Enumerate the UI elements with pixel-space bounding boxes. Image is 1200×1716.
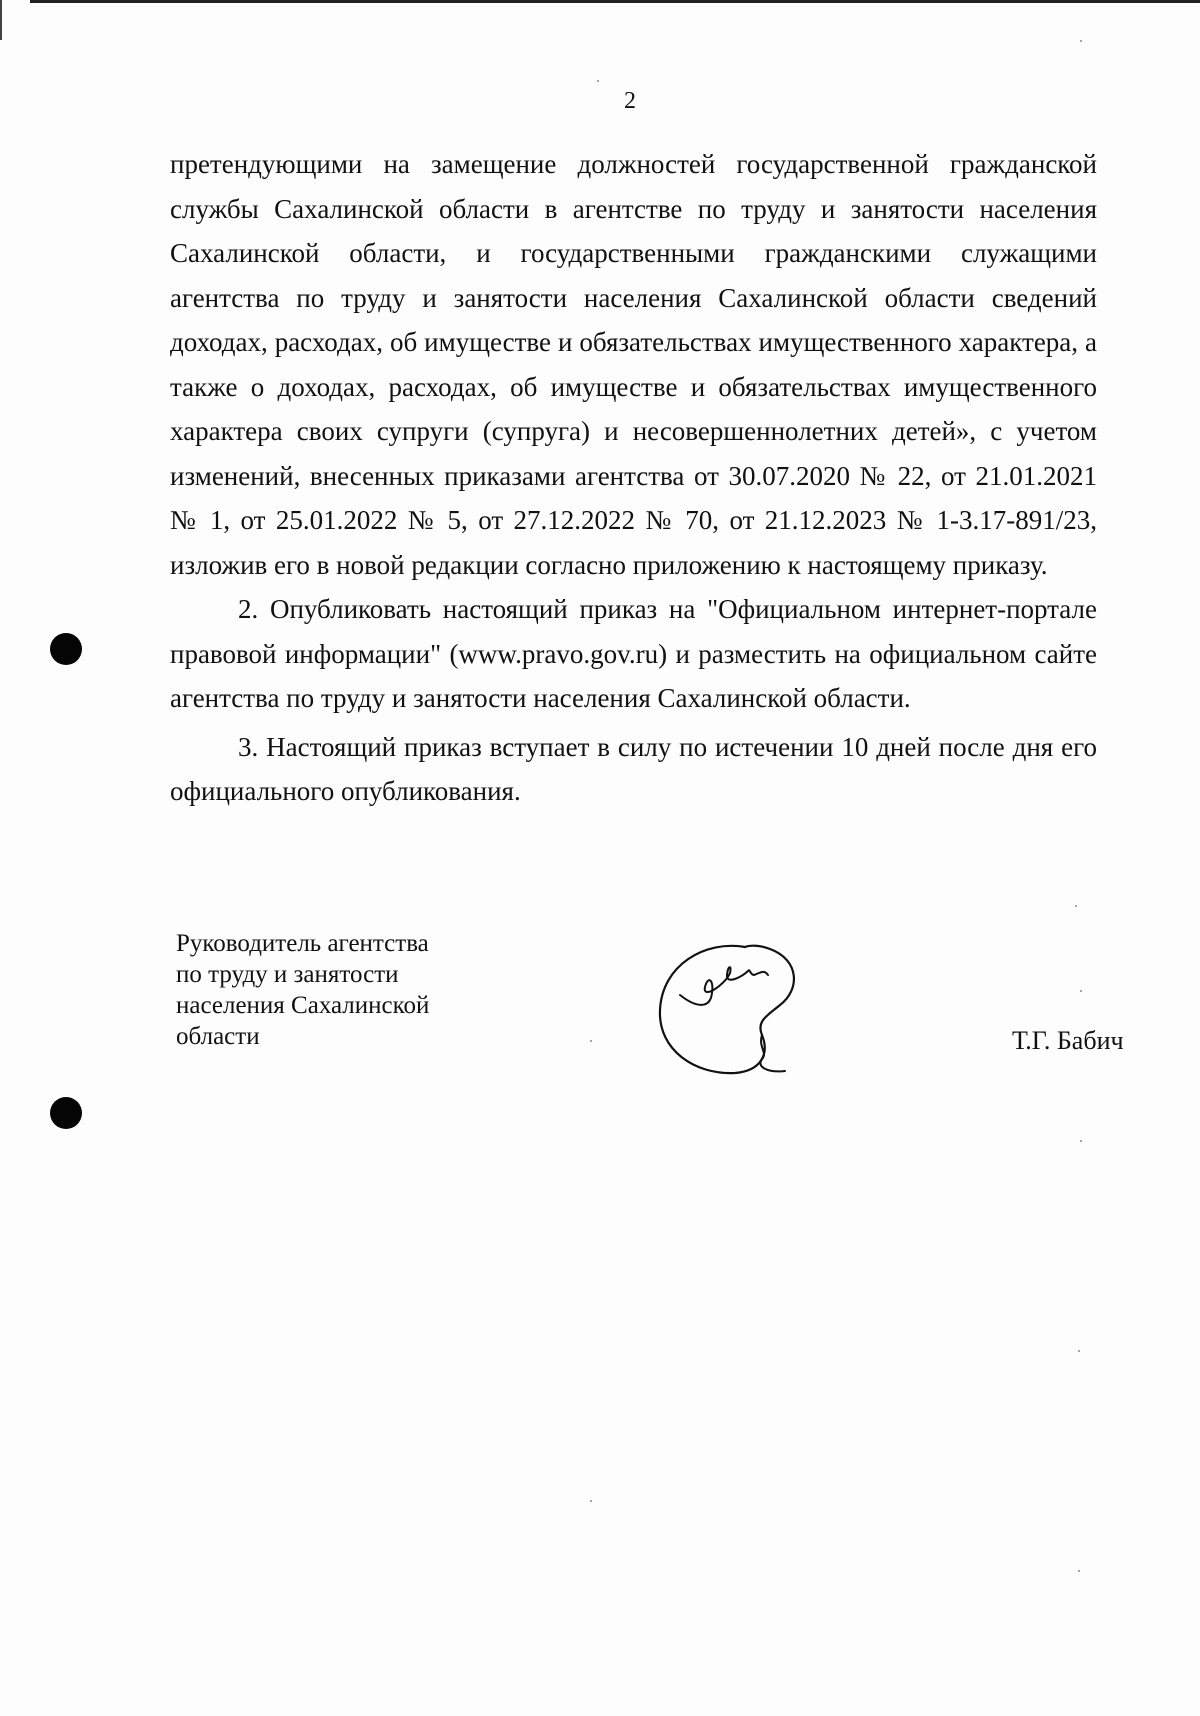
scan-speck [1080,1140,1082,1142]
scan-speck [1080,990,1082,992]
punch-hole [50,633,82,665]
scan-speck [1080,40,1082,42]
signatory-position [176,928,429,1052]
signatory-name: Т.Г. Бабич [1012,1026,1124,1055]
scan-speck [1078,1570,1080,1572]
paragraph-continuation: претендующими на замещение должностей государственной гражданской службы Сахалинской области в агентстве по труду и занятости населения Сахалинской области, и государственными гражданскими служащими агентства по труду и занятости населения Сахалинской области сведений доходах, расходах, об имуществе и обязательствах имущественного характера, а также о доходах, расходах, об имуществе и обязательствах имущественного характера своих супруги (супруга) и несовершеннолетних детей», с учетом изменений, внесенных приказами агентства от 30.07.2020 № 22, от 21.01.2021 № 1, от 25.01.2022 № 5, от 27.12.2022 № 70, от 21.12.2023 № 1-3.17-891/23, изложив его в новой редакции согласно приложению к настоящему приказу. [170,149,1097,580]
position-line: области [176,1023,260,1050]
punch-hole [50,1097,82,1129]
paragraph-item-2: 2. Опубликовать настоящий приказ на "Официальном интернет-портале правовой информации" (www.pravo.gov.ru) и разместить на официальном сайте агентства по труду и занятости населения Сахалинской области. [170,594,1097,713]
scan-speck [1078,1350,1080,1352]
scan-speck [597,80,599,82]
scan-speck [590,1040,592,1042]
position-line: по труду и занятости [176,961,399,988]
handwritten-signature [650,935,820,1085]
paragraph-item-3: 3. Настоящий приказ вступает в силу по истечении 10 дней после дня его официального опубликования. [170,731,1097,806]
scan-left-mark [0,0,2,40]
scan-top-border [30,0,1200,3]
document-body [170,142,1097,814]
scan-speck [1075,905,1077,907]
position-line: населения Сахалинской [176,992,430,1019]
scan-speck [590,1500,592,1502]
position-line: Руководитель агентства [176,930,429,957]
page-number: 2 [624,88,636,114]
